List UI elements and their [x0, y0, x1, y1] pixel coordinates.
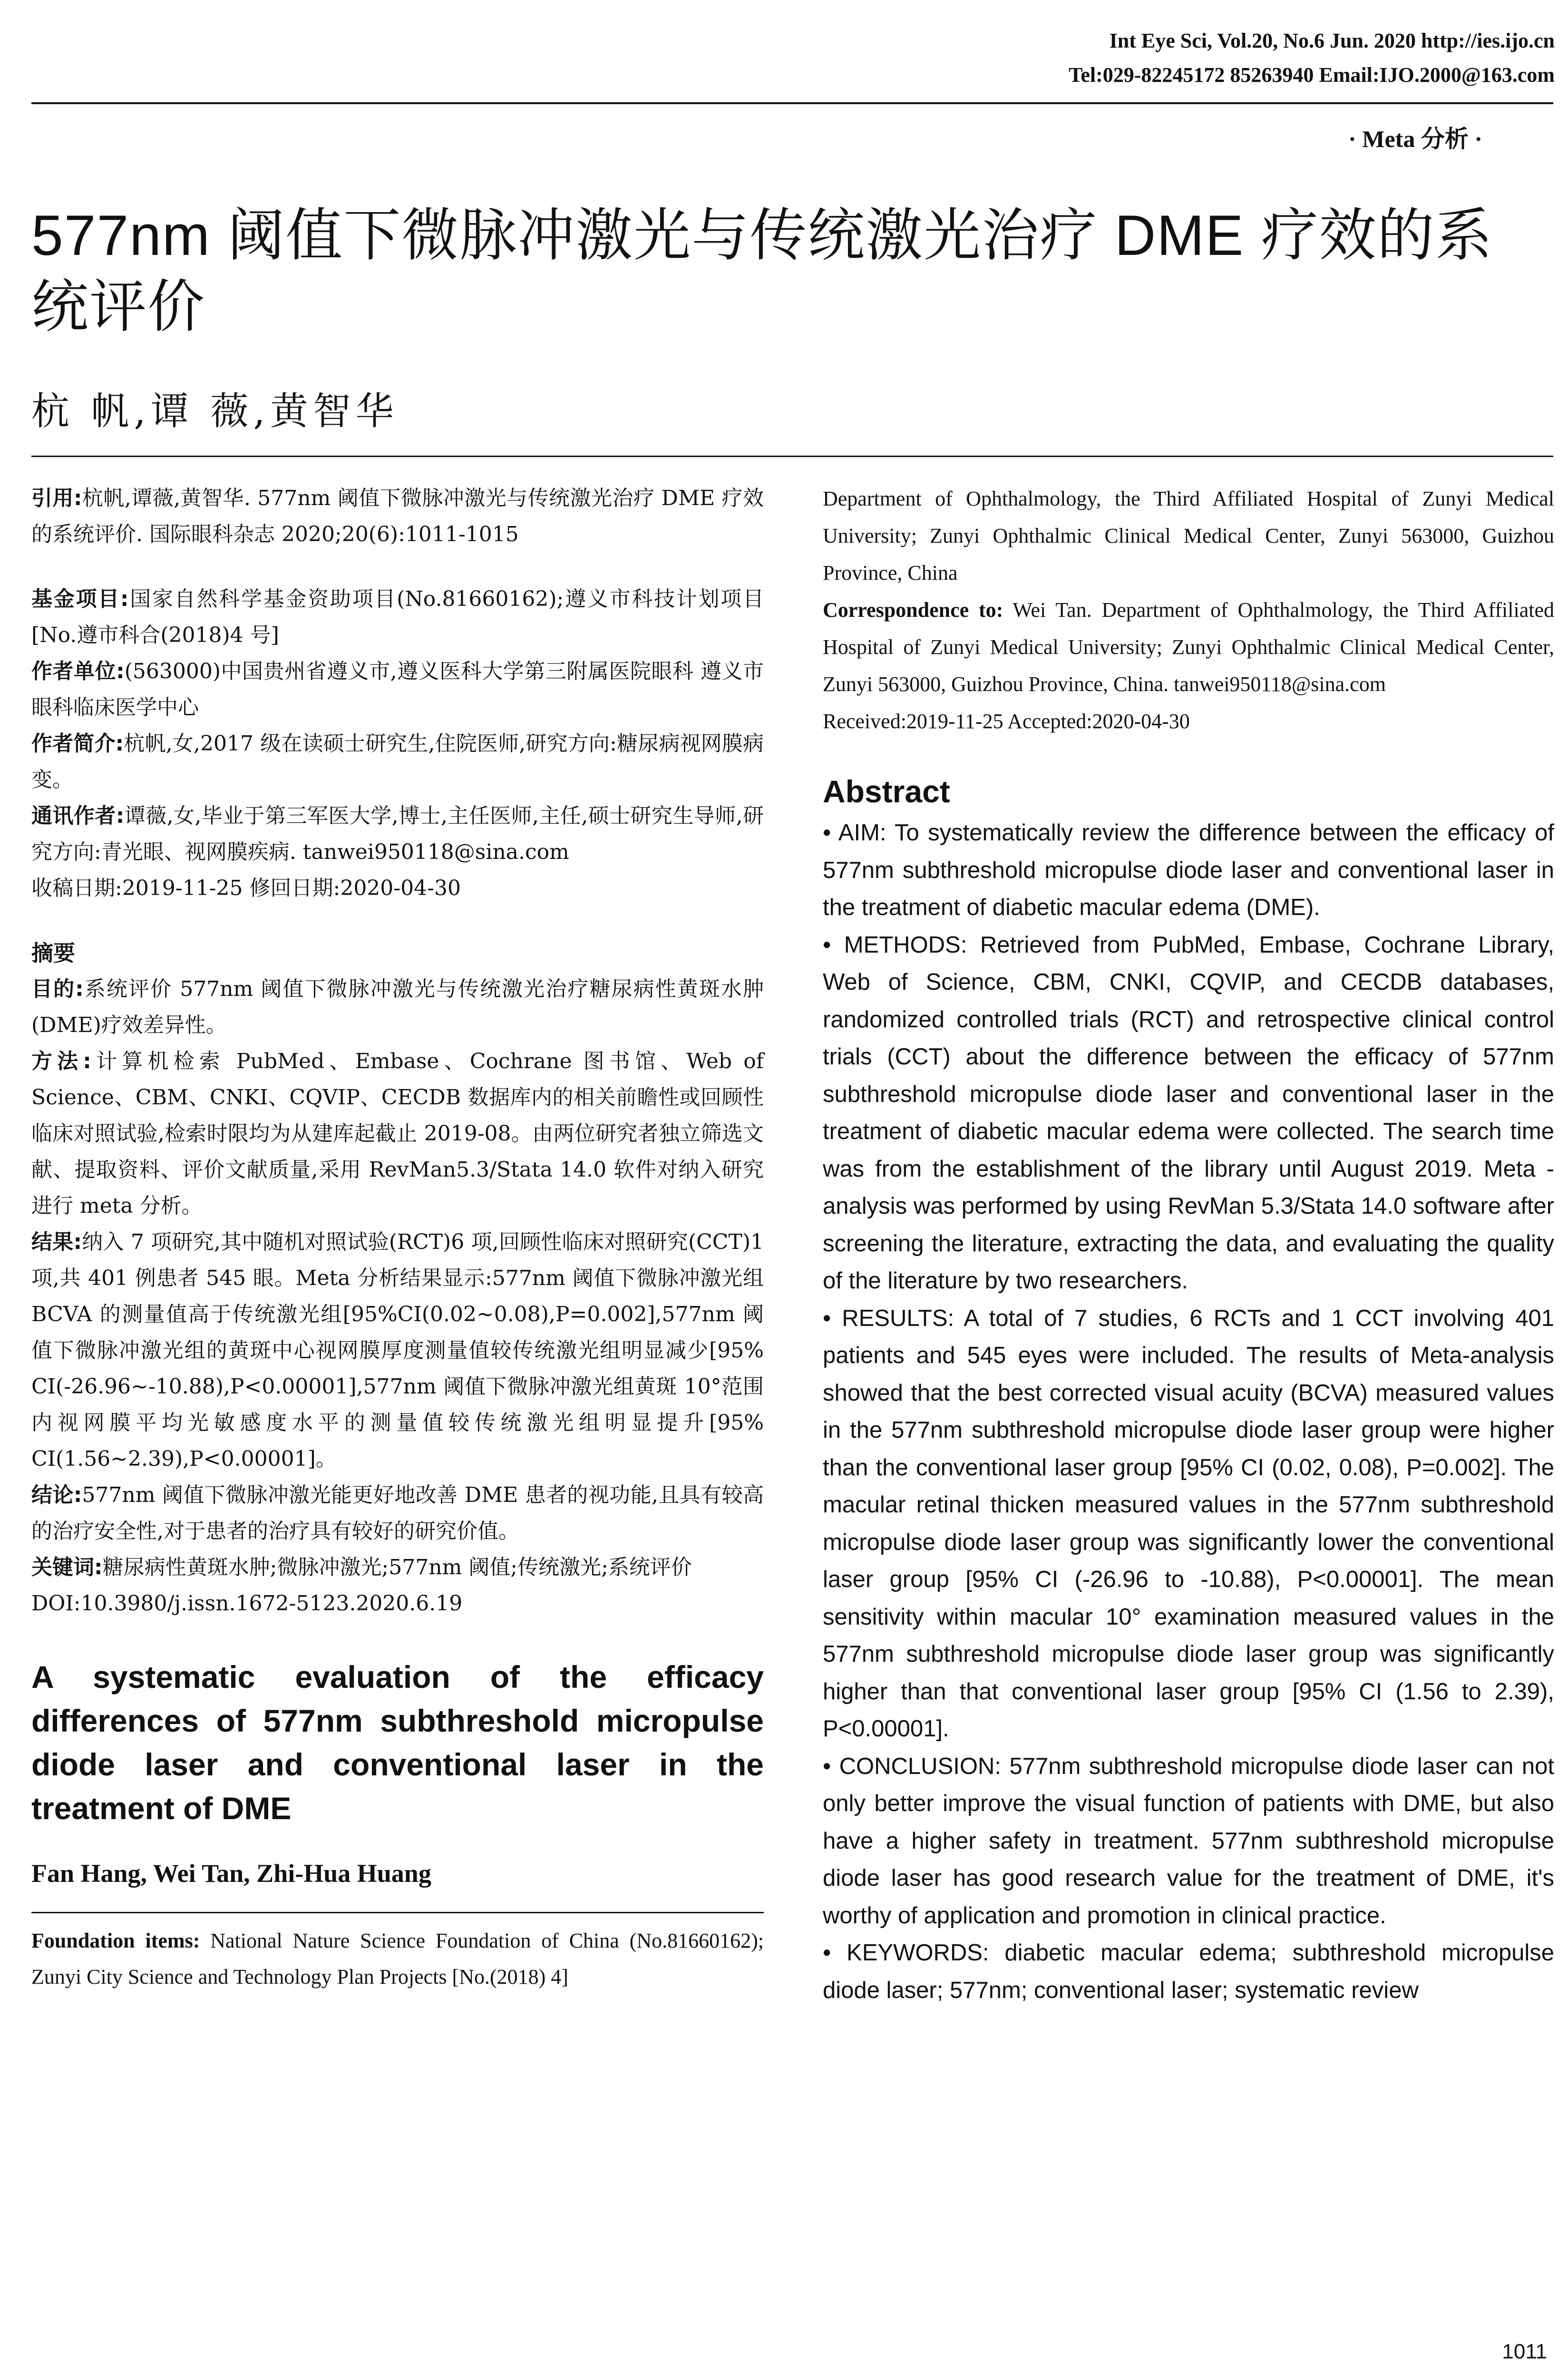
right-column: [823, 480, 1554, 2009]
funding-text: 国家自然科学基金资助项目(No.81660162);遵义市科技计划项目[No.遵市科合(2018)4 号]: [31, 587, 764, 647]
abstract-aim: • AIM: To systematically review the difference between the efficacy of 577nm subthreshold micropulse diode laser and conventional laser in the treatment of diabetic macular edema (DME).: [823, 820, 1554, 920]
funding-label: 基金项目:: [31, 587, 129, 611]
results-cn-label: 结果:: [31, 1230, 82, 1254]
citation-text: 杭帆,谭薇,黄智华. 577nm 阈值下微脉冲激光与传统激光治疗 DME 疗效的系统评价. 国际眼科杂志 2020;20(6):1011-1015: [31, 486, 764, 546]
abstract-keywords: • KEYWORDS: diabetic macular edema; subthreshold micropulse diode laser; 577nm; conventional laser; systematic review: [823, 1940, 1554, 2003]
methods-cn: [31, 1043, 764, 1224]
bio-text: 杭帆,女,2017 级在读硕士研究生,住院医师,研究方向:糖尿病视网膜病变。: [31, 731, 764, 792]
contact-line: Tel:029-82245172 85263940 Email:IJO.2000@163.com: [1069, 63, 1555, 87]
conclusion-cn-text: 577nm 阈值下微脉冲激光能更好地改善 DME 患者的视功能,且具有较高的治疗安全性,对于患者的治疗具有较好的研究价值。: [31, 1483, 764, 1543]
dates-cn: 收稿日期:2019-11-25 修回日期:2020-04-30: [31, 876, 461, 900]
corresponding-author: [31, 798, 764, 870]
keywords-cn-text: 糖尿病性黄斑水肿;微脉冲激光;577nm 阈值;传统激光;系统评价: [102, 1555, 692, 1579]
corr-label: 通讯作者:: [31, 804, 125, 828]
chinese-title: 577nm 阈值下微脉冲激光与传统激光治疗 DME 疗效的系统评价: [31, 204, 1493, 339]
affiliation-text: (563000)中国贵州省遵义市,遵义医科大学第三附属医院眼科 遵义市眼科临床医学中心: [31, 659, 764, 720]
doi: DOI:10.3980/j.issn.1672-5123.2020.6.19: [31, 1591, 463, 1616]
aim-cn-label: 目的:: [31, 977, 84, 1001]
results-cn-text: 纳入 7 项研究,其中随机对照试验(RCT)6 项,回顾性临床对照研究(CCT)1 项,共 401 例患者 545 眼。Meta 分析结果显示:577nm 阈值下微脉冲激光组 BCVA 的测量值高于传统激光组[95%CI(0.02~0.08),P=0.002],577nm 阈值下微脉冲激光组的黄斑中心视网膜厚度测量值较传统激光组明显减少[95% CI(-26.96~-10.88),P<0.00001],577nm 阈值下微脉冲激光组黄斑 10°范围内视网膜平均光敏感度水平的测量值较传统激光组明显提升[95% CI(1.56~2.39),P<0.00001]。: [31, 1230, 764, 1471]
citation-label: 引用:: [31, 486, 82, 510]
foundation-items: [31, 1923, 764, 1995]
authors-rule: [31, 456, 1553, 457]
methods-cn-label: 方法:: [31, 1049, 91, 1073]
english-authors: Fan Hang, Wei Tan, Zhi-Hua Huang: [31, 1859, 431, 1888]
abstract-conclusion: • CONCLUSION: 577nm subthreshold micropulse diode laser can not only better improve the visual function of patients with DME, but also have a higher safety in treatment. 577nm subthreshold micropulse diode laser has good research value for the treatment of DME, it's worthy of application and promotion in clinical practice.: [823, 1753, 1554, 1929]
department: Department of Ophthalmology, the Third Affiliated Hospital of Zunyi Medical University; Zunyi Ophthalmic Clinical Medical Center, Zunyi 563000, Guizhou Province, China: [823, 487, 1554, 585]
header-rule: [31, 102, 1553, 104]
abstract-cn-heading: 摘要: [31, 940, 75, 966]
aim-cn: [31, 971, 764, 1043]
citation: [31, 480, 764, 553]
abstract-results: • RESULTS: A total of 7 studies, 6 RCTs and 1 CCT involving 401 patients and 545 eyes were included. The results of Meta-analysis showed that the best corrected visual acuity (BCVA) measured values in the 577nm subthreshold micropulse diode laser group were higher than the conventional laser group [95% CI (0.02, 0.08), P=0.002]. The macular retinal thicken measured values in the 577nm subthreshold micropulse diode laser group was significantly lower the conventional laser group [95% CI (-26.96 to -10.88), P<0.00001]. The mean sensitivity within macular 10° examination measured values in the 577nm subthreshold micropulse diode laser group was significantly higher than that conventional laser group [95% CI (1.56 to 2.39), P<0.00001].: [823, 1305, 1554, 1742]
funding: [31, 581, 764, 653]
affiliation: [31, 653, 764, 726]
correspondence: [823, 592, 1554, 703]
bio-label: 作者简介:: [31, 731, 124, 756]
methods-cn-text: 计算机检索 PubMed、Embase、Cochrane 图书馆、Web of Science、CBM、CNKI、CQVIP、CECDB 数据库内的相关前瞻性或回顾性临床对照试验,检索时限均为从建库起截止 2019-08。由两位研究者独立筛选文献、提取资料、评价文献质量,采用 RevMan5.3/Stata 14.0 软件对纳入研究进行 meta 分析。: [31, 1049, 764, 1218]
results-cn: [31, 1224, 764, 1477]
conclusion-cn: [31, 1477, 764, 1549]
abstract-heading: Abstract: [823, 774, 950, 809]
chinese-authors: 杭 帆,谭 薇,黄智华: [31, 389, 399, 433]
dates-en: Received:2019-11-25 Accepted:2020-04-30: [823, 710, 1190, 733]
conclusion-cn-label: 结论:: [31, 1483, 82, 1507]
foundation-text: National Nature Science Foundation of China (No.81660162); Zunyi City Science and Technology Plan Projects [No.(2018) 4]: [31, 1929, 764, 1988]
section-tag: · Meta 分析 ·: [1348, 126, 1482, 152]
aim-cn-text: 系统评价 577nm 阈值下微脉冲激光与传统激光治疗糖尿病性黄斑水肿(DME)疗效差异性。: [31, 977, 764, 1037]
foundation-label: Foundation items:: [31, 1929, 200, 1952]
affiliation-label: 作者单位:: [31, 659, 125, 683]
author-bio: [31, 726, 764, 798]
abstract-methods: • METHODS: Retrieved from PubMed, Embase, Cochrane Library, Web of Science, CBM, CNKI, CQVIP, and CECDB databases, randomized controlled trials (RCT) and retrospective clinical control trials (CCT) about the difference between the efficacy of 577nm subthreshold micropulse diode laser and conventional laser in the treatment of diabetic macular edema were collected. The search time was from the establishment of the library until August 2019. Meta - analysis was performed by using RevMan 5.3/Stata 14.0 software after screening the literature, extracting the data, and evaluating the quality of the literature by two researchers.: [823, 932, 1554, 1294]
keywords-cn-label: 关键词:: [31, 1555, 103, 1579]
journal-line: Int Eye Sci, Vol.20, No.6 Jun. 2020 http://ies.ijo.cn: [1109, 29, 1555, 52]
page-number: 1011: [1502, 2340, 1547, 2363]
left-column: [31, 480, 764, 1995]
corr-text: 谭薇,女,毕业于第三军医大学,博士,主任医师,主任,硕士研究生导师,研究方向:青光眼、视网膜疾病. tanwei950118@sina.com: [31, 804, 764, 864]
running-head: [699, 24, 1555, 92]
keywords-cn: [31, 1549, 764, 1586]
correspondence-text: Wei Tan. Department of Ophthalmology, the Third Affiliated Hospital of Zunyi Medical University; Zunyi Ophthalmic Clinical Medical Center, Zunyi 563000, Guizhou Province, China. tanwei950118@sina.com: [823, 598, 1554, 696]
foundation-rule: [31, 1912, 764, 1913]
english-title: A systematic evaluation of the efficacy differences of 577nm subthreshold micropulse diode laser and conventional laser in the treatment of DME: [31, 1659, 764, 1826]
front-matter-cn: [31, 480, 764, 1622]
correspondence-label: Correspondence to:: [823, 598, 1003, 622]
